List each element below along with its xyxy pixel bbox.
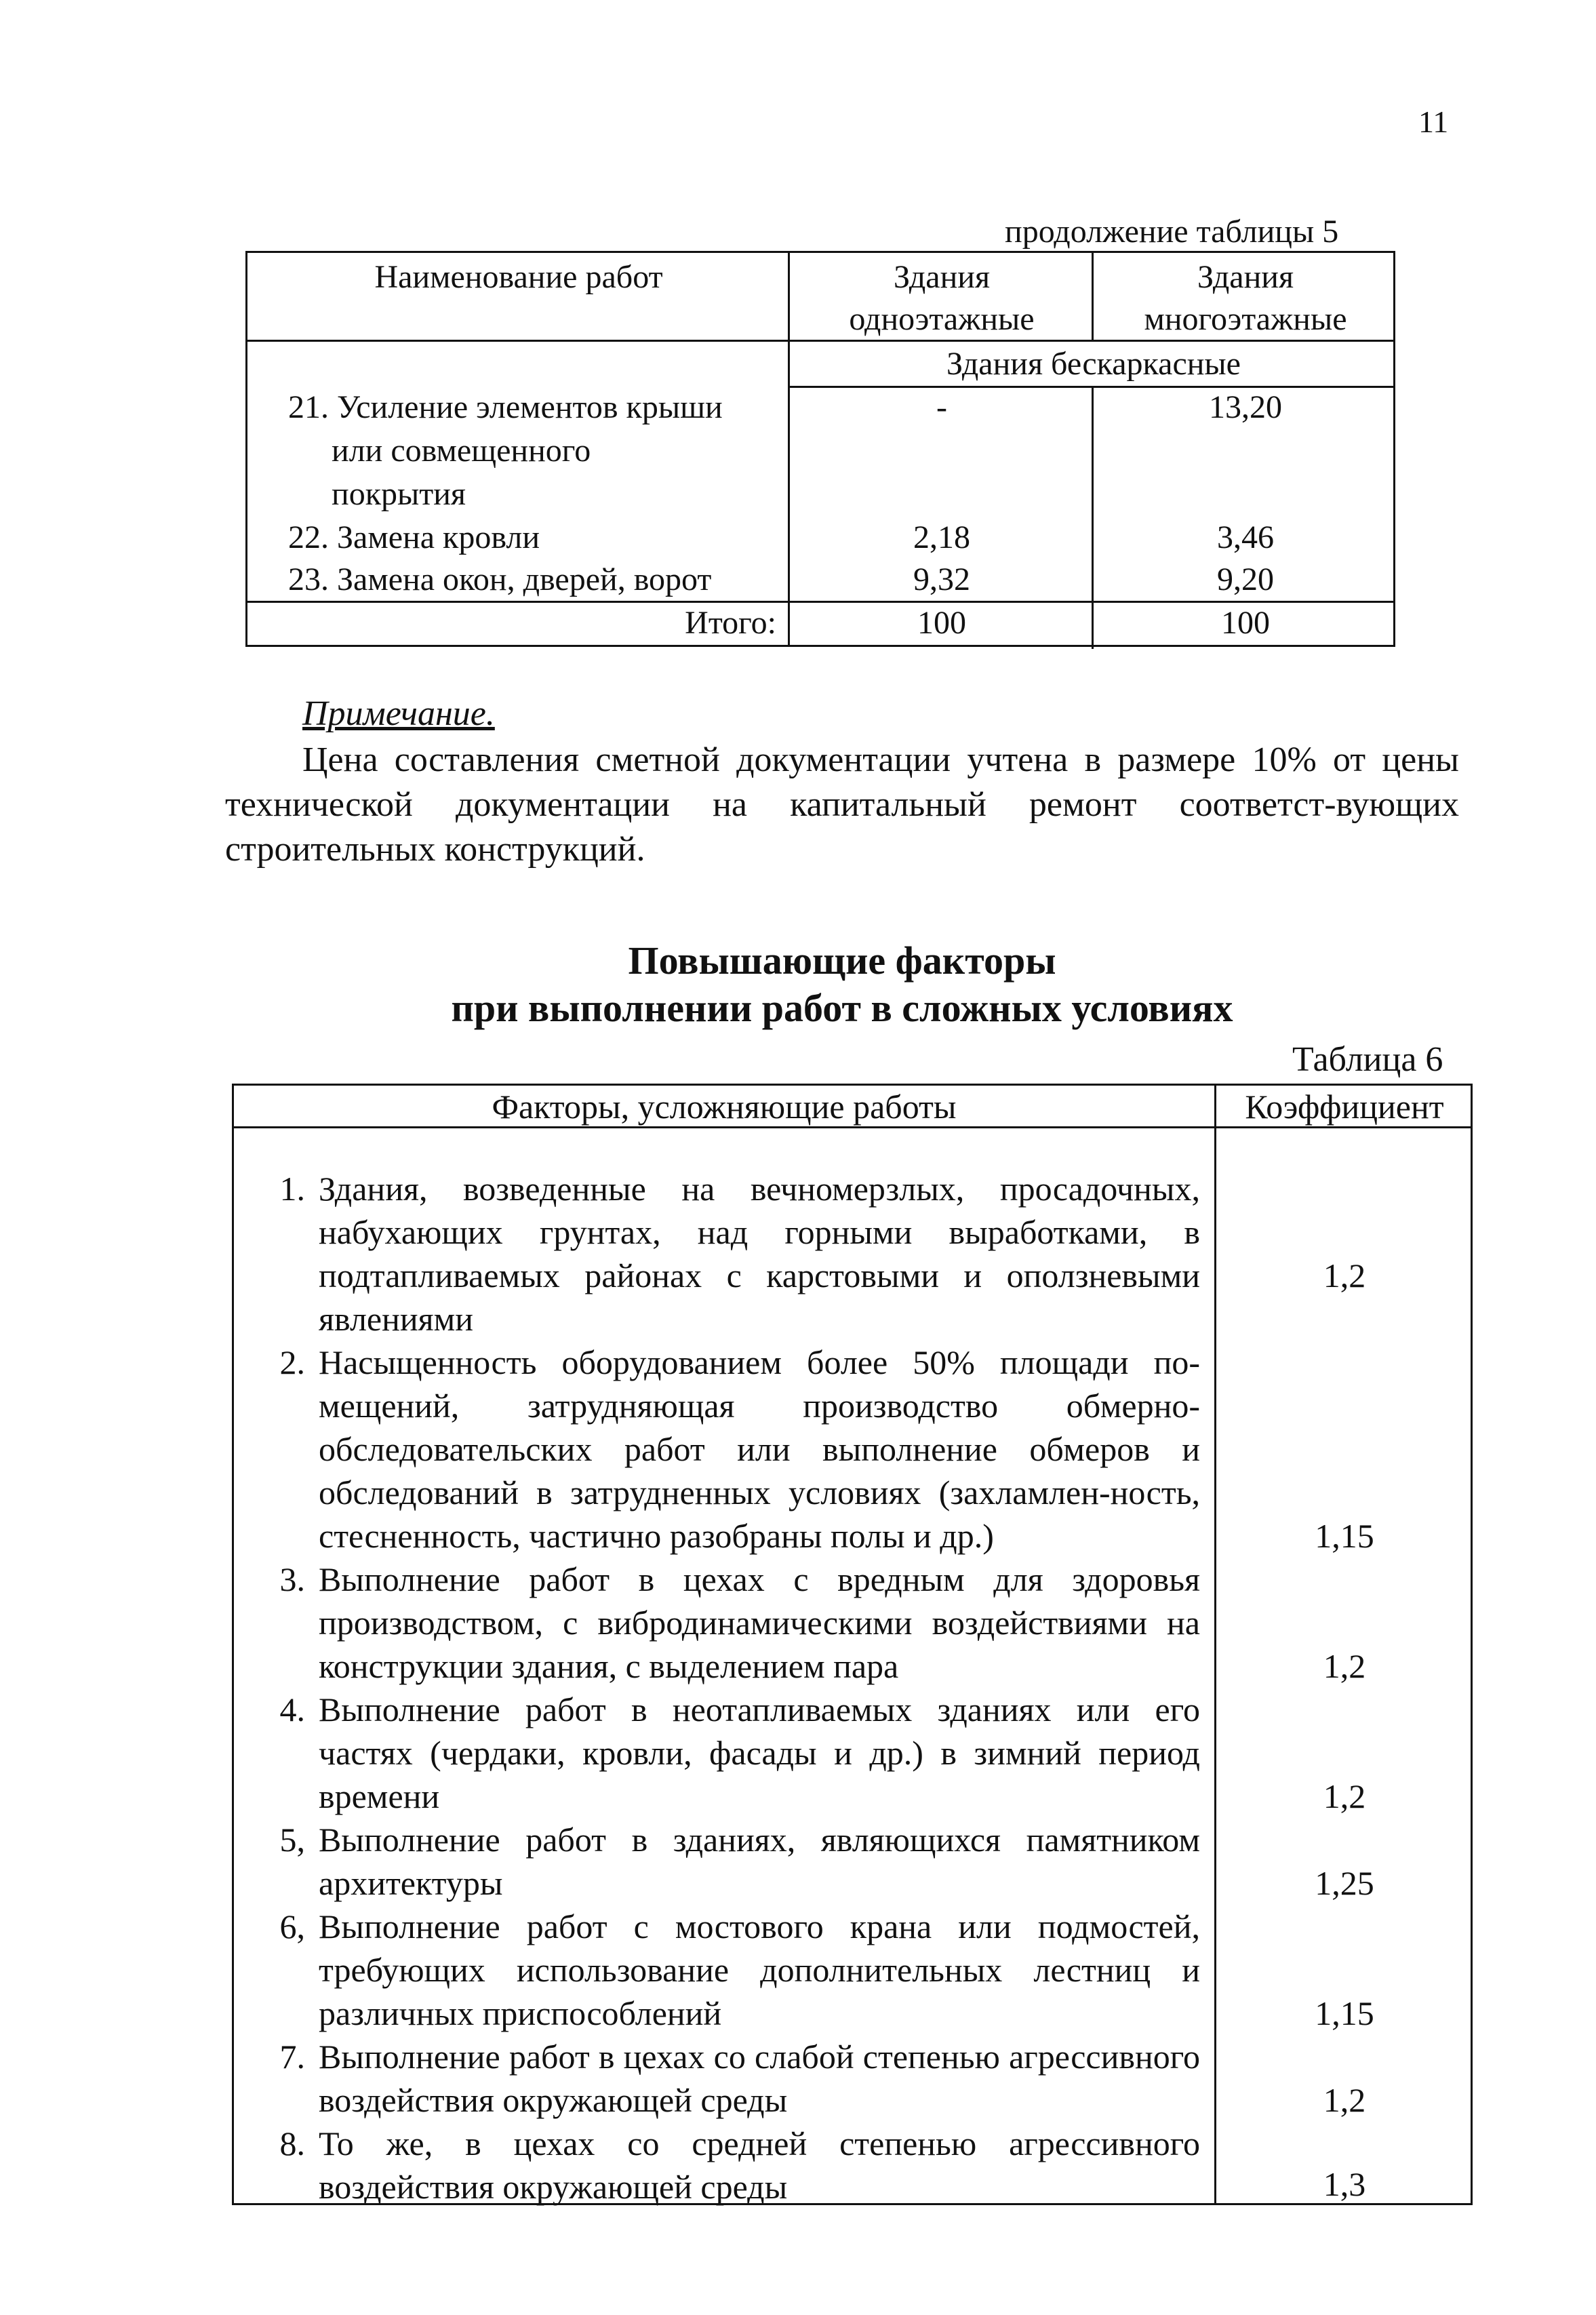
row-text: То же, в цехах со средней степенью агрессивного воздействия окружающей среды — [319, 2124, 1200, 2206]
row-coefficient: 1,15 — [1315, 1994, 1374, 2032]
row-number: 5, — [279, 1821, 305, 1859]
row-text: Выполнение работ в цехах со слабой степенью агрессивного воздействия окружающей среды — [319, 2038, 1200, 2119]
section-label: Здания бескаркасные — [946, 346, 1241, 382]
row-text: Выполнение работ с мостового крана или подмостей, требующих использование дополнительных лестниц и различных приспособлений — [319, 1907, 1200, 2032]
row-22-multi-storey: 3,46 — [1217, 519, 1274, 555]
row-text: Здания, возведенные на вечномерзлых, просадочных, набухающих грунтах, над горными выработками, в подтапливаемых районах с карстовыми и оползневыми явлениями — [319, 1170, 1200, 1338]
column-header-works: Наименование работ — [374, 259, 663, 295]
row-text: Выполнение работ в зданиях, являющихся памятником архитектуры — [319, 1821, 1200, 1902]
row-number: 6, — [279, 1907, 305, 1945]
row-coefficient: 1,2 — [1323, 2081, 1366, 2119]
row-21-line-2: или совмещенного — [332, 433, 591, 469]
row-number: 1. — [279, 1170, 305, 1208]
column-header-one-storey-l1: Здания — [893, 259, 991, 295]
row-number: 2. — [279, 1343, 305, 1381]
row-23-multi-storey: 9,20 — [1217, 561, 1274, 597]
row-coefficient: 1,2 — [1323, 1777, 1366, 1815]
total-multi-storey: 100 — [1221, 605, 1270, 641]
row-text: Выполнение работ в цехах с вредным для здоровья производством, с вибродинамическими воздействиями на конструкции здания, с выделением пара — [319, 1560, 1200, 1685]
column-header-multi-storey-l2: многоэтажные — [1144, 301, 1347, 337]
table-continuation-label: продолжение таблицы 5 — [1005, 214, 1339, 250]
row-coefficient: 1,15 — [1315, 1517, 1374, 1555]
column-header-one-storey-l2: одноэтажные — [849, 301, 1035, 337]
row-number: 3. — [279, 1560, 305, 1598]
row-number: 7. — [279, 2038, 305, 2076]
row-21-one-storey: - — [936, 389, 947, 425]
section-heading-line-1: Повышающие факторы — [628, 938, 1056, 983]
row-21-multi-storey: 13,20 — [1209, 389, 1282, 425]
section-heading-line-2: при выполнении работ в сложных условиях — [451, 986, 1233, 1030]
row-23-label: 23. Замена окон, дверей, ворот — [288, 561, 712, 597]
note-title: Примечание. — [302, 694, 495, 733]
column-header-factors: Факторы, усложняющие работы — [492, 1088, 957, 1126]
note-text: Цена составления сметной документации учтена в размере 10% от цены технической документации на капитальный ремонт соответст-вующих строительных конструкций. — [225, 740, 1459, 869]
row-23-one-storey: 9,32 — [913, 561, 970, 597]
page-number: 11 — [1418, 104, 1449, 139]
row-coefficient: 1,25 — [1315, 1864, 1374, 1902]
row-22-one-storey: 2,18 — [913, 519, 970, 555]
column-header-coefficient: Коэффициент — [1245, 1088, 1444, 1126]
header-rule — [234, 1126, 1471, 1128]
row-number: 8. — [279, 2124, 305, 2162]
row-text: Выполнение работ в неотапливаемых зданиях или его частях (чердаки, кровли, фасады и др.) в зимний период времени — [319, 1690, 1200, 1815]
table-6-label: Таблица 6 — [1292, 1040, 1443, 1079]
row-coefficient: 1,2 — [1323, 1257, 1366, 1294]
row-coefficient: 1,2 — [1323, 1647, 1366, 1685]
row-22-label: 22. Замена кровли — [288, 519, 540, 555]
table-5 — [245, 251, 1395, 647]
total-label: Итого: — [685, 605, 776, 641]
table-6 — [232, 1084, 1473, 2205]
total-one-storey: 100 — [917, 605, 966, 641]
row-text: Насыщенность оборудованием более 50% площади по-мещений, затрудняющая производство обмерно-обследовательских работ или выполнение обмеров и обследований в затрудненных условиях (захламлен-ность, стесненность, частично разобраны полы и др.) — [319, 1343, 1200, 1555]
row-21-line-1: 21. Усиление элементов крыши — [288, 389, 723, 425]
row-number: 4. — [279, 1690, 305, 1728]
column-header-multi-storey-l1: Здания — [1197, 259, 1294, 295]
row-coefficient: 1,3 — [1323, 2165, 1366, 2203]
row-21-line-3: покрытия — [332, 476, 466, 512]
